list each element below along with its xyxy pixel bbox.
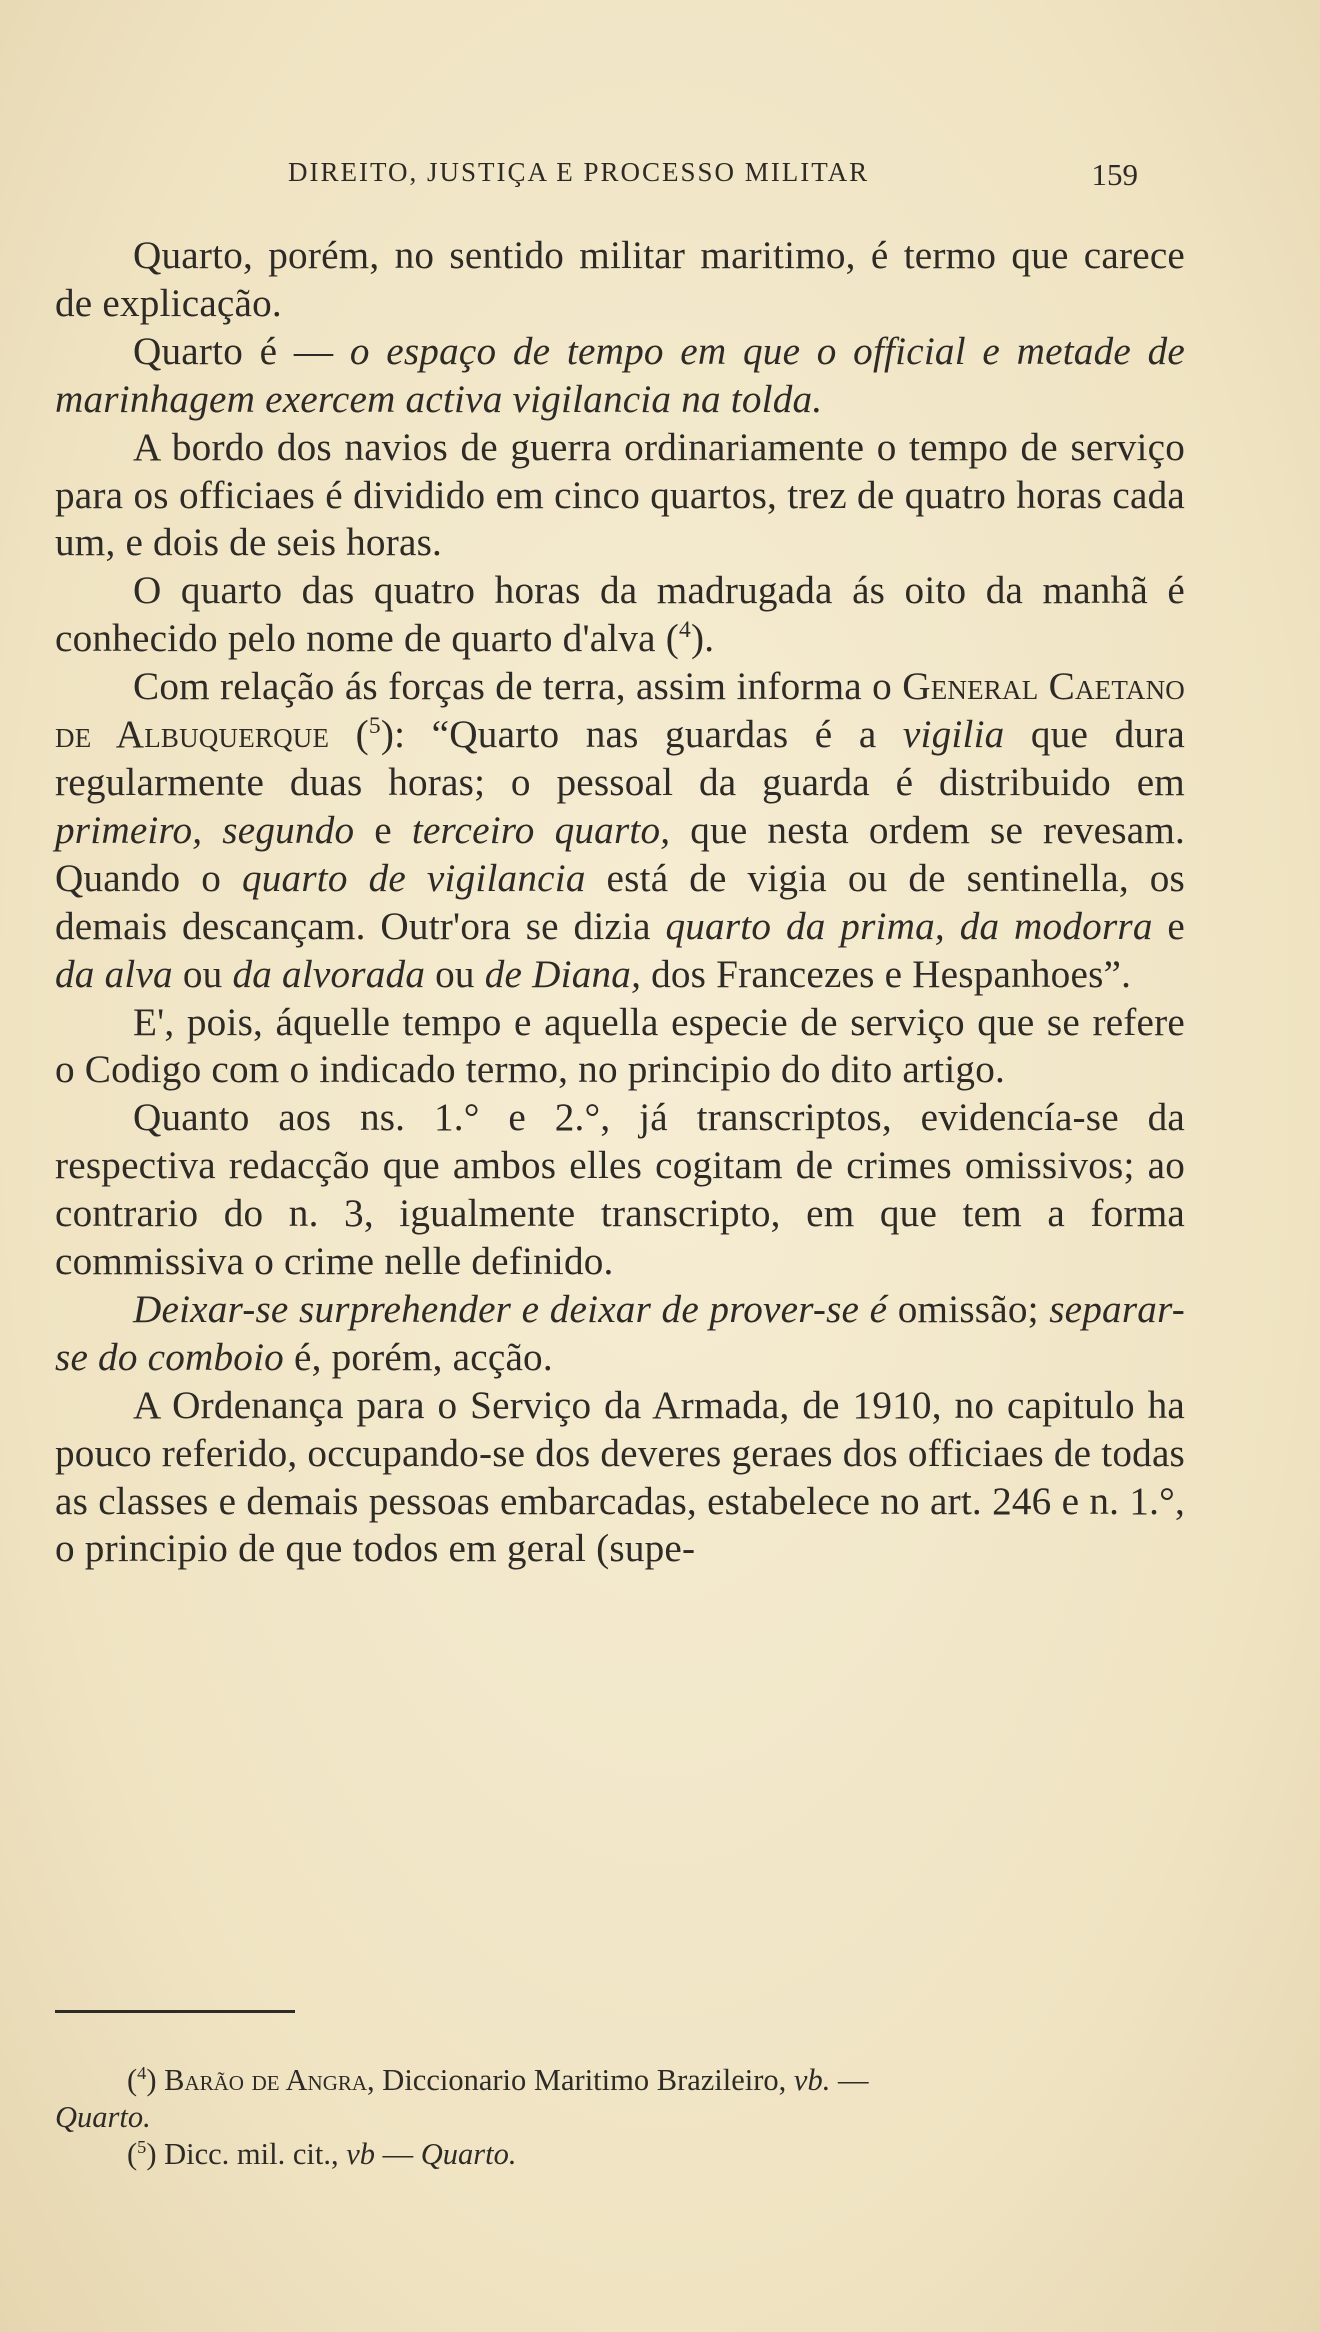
p5-italic: primeiro, segundo: [55, 808, 355, 852]
p5-text: Com relação ás forças de terra, assim informa o: [133, 665, 903, 709]
paragraph-9: A Ordenança para o Serviço da Armada, de 1910, no capitulo ha pouco referido, occupando-se dos deveres geraes dos officiaes de todas as classes e demais pessoas embarcadas, estabelece no art. 246 e n. 1.°, o principio de que todos em geral (supe-: [55, 1383, 1185, 1571]
body-text: [55, 232, 1185, 1573]
paragraph-4-close: ).: [691, 617, 715, 661]
paragraph-7: Quanto aos ns. 1.° e 2.°, já transcriptos, evidencía-se da respectiva redacção que ambos elles cogitam de crimes omissivos; ao contrario do n. 3, igualmente transcripto, em que tem a forma commissiva o crime nelle definido.: [55, 1096, 1185, 1284]
footnote-4-vb: vb.: [793, 2063, 831, 2097]
footnote-divider: [55, 2010, 295, 2013]
footnote-4-dash: —: [830, 2063, 869, 2097]
p5-text: e: [1152, 904, 1186, 948]
paragraph-3: A bordo dos navios de guerra ordinariamente o tempo de serviço para os officiaes é dividido em cinco quartos, trez de quatro horas cada um, e dois de seis horas.: [55, 425, 1185, 565]
p8-text: é, porém, acção.: [283, 1335, 553, 1379]
p8-text: omissão;: [887, 1287, 1050, 1331]
paragraph-4: [55, 567, 1185, 663]
p5-text: que nesta ordem se revesam. Quando o: [55, 808, 1186, 900]
p5-italic: vigilia: [902, 713, 1005, 757]
footnote-5-mark: 5: [137, 2136, 147, 2157]
paragraph-2-definition: o espaço de tempo em que o official e metade de marinhagem exercem activa vigilancia na tolda.: [55, 329, 1185, 421]
running-head: [288, 157, 1138, 193]
paragraph-2-lead: Quarto é —: [133, 329, 350, 373]
footnote-4-mark: 4: [137, 2062, 147, 2083]
p5-italic: da alvorada: [232, 952, 426, 996]
p5-text: ou: [172, 952, 233, 996]
p5-text: ou: [425, 952, 485, 996]
p5-text: ): “Quarto nas guardas é a: [380, 713, 903, 757]
p5-italic: quarto de vigilancia: [241, 856, 586, 900]
footnote-4: ($^4$) Barão de Angra, Diccionario Maritimo Brazileiro, vb. —: [127, 2062, 869, 2097]
p8-italic: Deixar-se surprehender e deixar de prover-se é: [133, 1287, 888, 1331]
footnote-4-cont: [55, 2099, 1185, 2136]
footnote-5: ($^5$) Dicc. mil. cit., vb — Quarto.: [127, 2136, 517, 2171]
p5-text: e: [354, 808, 412, 852]
p5-italic: da alva: [55, 952, 173, 996]
paragraph-2: [55, 328, 1185, 424]
p5-text: (: [329, 713, 369, 757]
paragraph-4-text: O quarto das quatro horas da madrugada ás oito da manhã é conhecido pelo nome de quarto d'alva (: [55, 569, 1185, 661]
p5-text: que dura regularmente duas horas; o pessoal da guarda é distribuido em: [55, 713, 1185, 804]
footnote-4-author: Barão de Angra,: [164, 2063, 375, 2097]
footnote-4-text: Diccionario Maritimo Brazileiro,: [374, 2063, 794, 2097]
footnote-5-dash: —: [375, 2137, 421, 2171]
p5-text: dos Francezes e Hespanhoes”.: [641, 952, 1132, 996]
p8-italic: separar-se do comboio: [55, 1287, 1186, 1379]
footnote-ref-4: 4: [679, 617, 691, 644]
running-head-title: DIREITO, JUSTIÇA E PROCESSO MILITAR: [288, 157, 870, 187]
paragraph-8: [55, 1286, 1185, 1382]
footnote-5-text: Dicc. mil. cit.,: [156, 2137, 347, 2171]
page-number: 159: [1091, 157, 1138, 192]
p5-italic: quarto da prima, da modorra: [665, 904, 1153, 948]
footnotes: [55, 2062, 1185, 2173]
footnote-4-term: Quarto.: [55, 2100, 151, 2134]
author-name: General Caetano de Albuquerque: [55, 665, 1185, 757]
paragraph-1: Quarto, porém, no sentido militar maritimo, é termo que carece de explicação.: [55, 234, 1185, 325]
p5-italic: terceiro quarto,: [411, 808, 671, 852]
paragraph-5: [55, 663, 1185, 998]
p5-italic: de Diana,: [484, 952, 642, 996]
footnote-5-term: Quarto.: [420, 2137, 517, 2171]
footnote-5-vb: vb: [346, 2137, 376, 2171]
p5-text: está de vigia ou de sentinella, os demais descançam. Outr'ora se dizia: [55, 856, 1185, 948]
paragraph-6: E', pois, áquelle tempo e aquella especie de serviço que se refere o Codigo com o indicado termo, no principio do dito artigo.: [55, 1000, 1185, 1092]
footnote-ref-5: 5: [368, 713, 381, 739]
